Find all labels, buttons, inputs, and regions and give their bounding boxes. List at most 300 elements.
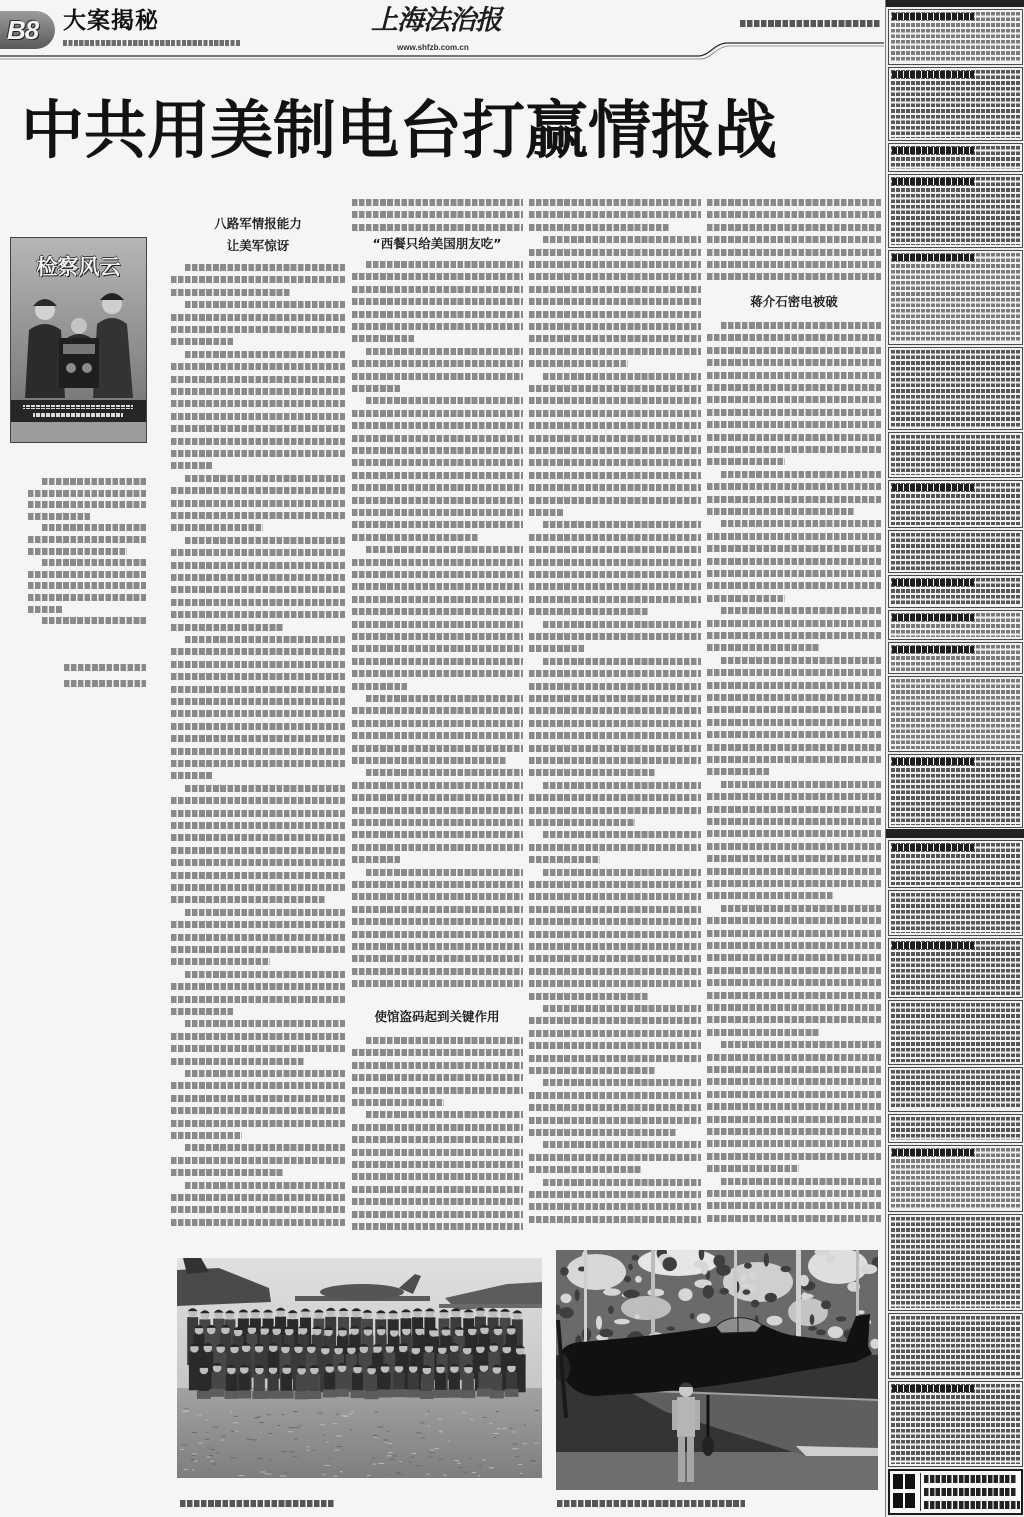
- grass-fleck: [192, 1453, 196, 1454]
- ad-text: [891, 1217, 1020, 1308]
- text-line: [352, 955, 523, 962]
- text-line: [707, 768, 770, 775]
- text-line: [352, 918, 523, 925]
- grass-fleck: [535, 1410, 539, 1411]
- text-line: [543, 658, 701, 665]
- text-line: [352, 732, 523, 739]
- legs: [365, 1391, 379, 1399]
- leaf-cluster: [561, 1294, 572, 1304]
- text-line: [721, 471, 881, 478]
- text-line: [185, 1144, 345, 1151]
- photo-ground: [177, 1388, 542, 1478]
- grass-fleck: [367, 1475, 370, 1476]
- grass-fleck: [514, 1432, 516, 1433]
- grass-fleck: [221, 1436, 226, 1437]
- legs: [490, 1390, 504, 1398]
- uniform: [198, 1374, 209, 1392]
- text-line: [529, 484, 701, 491]
- text-line: [352, 459, 523, 466]
- leaf-cluster: [719, 1288, 729, 1295]
- grass-fleck: [260, 1472, 265, 1473]
- text-line: [171, 1045, 345, 1052]
- cover-banner: [11, 400, 146, 422]
- ad-heading: [892, 71, 974, 78]
- leaf-cluster: [635, 1314, 640, 1319]
- text-line: [707, 954, 881, 961]
- text-line: [707, 199, 881, 206]
- text-line: [171, 1107, 345, 1114]
- grass-fleck: [351, 1411, 354, 1412]
- leaf-cluster: [810, 1314, 815, 1325]
- grass-fleck: [489, 1467, 495, 1468]
- text-line: [529, 1055, 701, 1062]
- grass-fleck: [469, 1458, 471, 1459]
- text-line: [352, 670, 523, 677]
- text-line: [707, 892, 834, 899]
- grass-fleck: [472, 1472, 476, 1473]
- grass-fleck: [269, 1460, 272, 1461]
- text-line: [707, 1004, 881, 1011]
- text-line: [171, 847, 345, 854]
- leaf-cluster: [713, 1255, 725, 1267]
- text-line: [721, 1178, 881, 1185]
- text-line: [185, 475, 345, 482]
- hotline-box: [888, 1469, 1023, 1515]
- grass-fleck: [378, 1463, 384, 1464]
- grass-fleck: [221, 1440, 225, 1441]
- text-line: [529, 385, 701, 392]
- leaf-cluster: [741, 1284, 752, 1288]
- text-line: [171, 884, 345, 891]
- grass-fleck: [183, 1469, 187, 1470]
- ad-text: [891, 1316, 1020, 1376]
- uniform: [408, 1373, 419, 1391]
- text-line: [171, 586, 345, 593]
- hotline-divider: [920, 1473, 921, 1511]
- text-line: [529, 311, 701, 318]
- ad-heading: [892, 484, 974, 491]
- uniform: [239, 1374, 250, 1392]
- legs: [477, 1389, 491, 1397]
- text-line: [185, 971, 345, 978]
- text-line: [171, 872, 345, 879]
- grass-fleck: [515, 1456, 520, 1457]
- text-line: [707, 719, 881, 726]
- uniform: [337, 1372, 348, 1390]
- leaf-cluster: [826, 1255, 834, 1263]
- leaf-cluster: [767, 1316, 783, 1326]
- text-line: [28, 548, 127, 555]
- grass-fleck: [428, 1411, 430, 1412]
- text-line: [352, 298, 523, 305]
- uniform: [478, 1372, 489, 1390]
- grass-fleck: [388, 1452, 393, 1453]
- text-line: [171, 735, 345, 742]
- text-line: [352, 1161, 523, 1168]
- grass-fleck: [268, 1474, 271, 1475]
- text-line: [185, 1020, 345, 1027]
- grass-fleck: [420, 1422, 425, 1423]
- text-line: [529, 720, 701, 727]
- text-line: [543, 236, 701, 243]
- grass-fleck: [323, 1435, 325, 1436]
- text-line: [707, 830, 881, 837]
- uniform: [421, 1374, 432, 1392]
- classified-ad: [888, 1313, 1023, 1379]
- grass-fleck: [260, 1432, 262, 1433]
- text-line: [707, 1153, 881, 1160]
- text-line: [529, 1166, 642, 1173]
- text-line: [529, 968, 701, 975]
- text-line: [707, 570, 881, 577]
- text-line: [529, 807, 701, 814]
- text-line: [352, 1074, 523, 1081]
- grass-fleck: [513, 1443, 518, 1444]
- grass-fleck: [462, 1412, 467, 1413]
- text-line: [529, 683, 701, 690]
- text-line: [171, 946, 345, 953]
- classified-ad: [888, 67, 1023, 141]
- text-line: [352, 410, 523, 417]
- uniform: [394, 1372, 405, 1390]
- text-line: [707, 669, 881, 676]
- grass-fleck: [388, 1443, 393, 1444]
- text-line: [529, 1154, 701, 1161]
- text-line: [171, 1157, 345, 1164]
- grass-fleck: [288, 1431, 293, 1432]
- ad-column-top-bar: [886, 0, 1024, 7]
- leaf-cluster: [744, 1263, 752, 1269]
- grass-fleck: [312, 1450, 314, 1451]
- ad-text: [891, 350, 1020, 427]
- grass-fleck: [421, 1437, 425, 1438]
- classified-ad: [888, 432, 1023, 478]
- text-line: [721, 322, 881, 329]
- text-line: [366, 261, 523, 268]
- classified-ad: [888, 938, 1023, 998]
- text-line: [366, 1037, 523, 1044]
- text-line: [352, 472, 523, 479]
- subhead-1-line-1: 八路军情报能力: [214, 217, 302, 231]
- ad-heading: [892, 147, 974, 154]
- legs: [434, 1390, 448, 1398]
- ad-heading: [892, 13, 974, 20]
- grass-fleck: [236, 1431, 239, 1432]
- grass-fleck: [512, 1448, 518, 1449]
- grass-fleck: [265, 1473, 268, 1474]
- grass-fleck: [502, 1428, 507, 1429]
- classified-ad: [888, 1067, 1023, 1112]
- subhead-1-line-2: 让美军惊讶: [226, 239, 290, 253]
- text-line: [366, 1111, 523, 1118]
- grass-fleck: [497, 1428, 501, 1429]
- text-line: [352, 633, 523, 640]
- text-line: [352, 1099, 444, 1106]
- newspaper-masthead: 上海法治报: [371, 5, 501, 36]
- text-line: [529, 794, 701, 801]
- grass-fleck: [230, 1412, 232, 1413]
- text-line: [529, 1104, 701, 1111]
- text-line: [171, 1058, 305, 1065]
- text-line: [529, 745, 701, 752]
- leaf-cluster: [836, 1316, 847, 1321]
- legs: [392, 1389, 406, 1397]
- leaf-cluster: [614, 1319, 630, 1325]
- ad-heading: [892, 579, 974, 586]
- text-line: [180, 1500, 335, 1507]
- text-line: [171, 921, 345, 928]
- text-line: [171, 1033, 345, 1040]
- leaf-cluster: [750, 1285, 756, 1293]
- ad-text: [891, 893, 1020, 933]
- grass-fleck: [217, 1453, 219, 1454]
- text-line: [543, 831, 701, 838]
- text-line: [352, 931, 523, 938]
- legs: [351, 1390, 365, 1398]
- grass-fleck: [198, 1443, 203, 1444]
- text-line: [707, 261, 881, 268]
- leaf-cluster: [703, 1285, 714, 1298]
- text-line: [707, 620, 881, 627]
- grass-fleck: [340, 1471, 343, 1472]
- text-line: [185, 909, 345, 916]
- text-line: [707, 682, 881, 689]
- grass-fleck: [231, 1431, 234, 1432]
- text-line: [352, 658, 523, 665]
- classified-ad: [888, 174, 1023, 248]
- text-line: [171, 574, 345, 581]
- text-line: [171, 723, 345, 730]
- legs: [378, 1390, 392, 1398]
- text-line: [707, 421, 881, 428]
- text-line: [707, 396, 881, 403]
- leaf-cluster: [828, 1326, 843, 1338]
- text-line: [707, 1066, 881, 1073]
- text-line: [171, 859, 345, 866]
- text-line: [352, 943, 523, 950]
- text-line: [63, 40, 241, 46]
- legs: [307, 1391, 321, 1399]
- text-line: [707, 942, 881, 949]
- text-line: [707, 917, 881, 924]
- text-line: [352, 968, 523, 975]
- text-line: [352, 571, 523, 578]
- text-line: [352, 335, 415, 342]
- text-line: [707, 483, 881, 490]
- leaf-cluster: [801, 1294, 814, 1299]
- grass-fleck: [333, 1476, 338, 1477]
- text-line: [707, 1029, 820, 1036]
- text-line: [185, 785, 345, 792]
- text-line: [721, 1041, 881, 1048]
- leaf-cluster: [603, 1288, 620, 1295]
- text-line: [185, 351, 345, 358]
- text-line: [28, 594, 146, 601]
- grass-fleck: [412, 1453, 416, 1454]
- leaf-cluster: [663, 1257, 677, 1271]
- grass-fleck: [213, 1427, 219, 1428]
- uniform: [189, 1352, 200, 1390]
- ad-text: [891, 253, 1020, 342]
- text-line: [171, 1120, 345, 1127]
- text-line: [529, 546, 701, 553]
- text-line: [171, 896, 326, 903]
- classified-ad: [888, 9, 1023, 65]
- text-line: [529, 360, 628, 367]
- text-line: [707, 793, 881, 800]
- text-line: [352, 1124, 523, 1131]
- grass-fleck: [335, 1450, 340, 1451]
- grass-fleck: [429, 1452, 435, 1453]
- leaf-cluster: [559, 1307, 573, 1318]
- ad-text: [891, 533, 1020, 570]
- text-line: [352, 224, 523, 231]
- text-line: [529, 509, 564, 516]
- text-line: [529, 645, 585, 652]
- legs: [237, 1391, 251, 1399]
- text-line: [171, 549, 345, 556]
- leaf-cluster: [647, 1289, 664, 1297]
- ad-heading: [892, 646, 974, 653]
- text-line: [352, 373, 523, 380]
- grass-fleck: [387, 1455, 392, 1456]
- text-line: [529, 410, 701, 417]
- text-line: [352, 807, 523, 814]
- text-line: [171, 388, 345, 395]
- text-line: [707, 211, 881, 218]
- text-line: [171, 624, 284, 631]
- grass-fleck: [251, 1439, 257, 1440]
- text-line: [171, 450, 345, 457]
- grass-fleck: [207, 1457, 211, 1458]
- text-line: [171, 1169, 284, 1176]
- text-line: [707, 930, 881, 937]
- classified-ad: [888, 1000, 1023, 1065]
- text-line: [529, 1117, 701, 1124]
- grass-fleck: [185, 1445, 188, 1446]
- newspaper-website: www.shfzb.com.cn: [397, 43, 469, 52]
- grass-fleck: [281, 1451, 286, 1452]
- text-line: [28, 536, 146, 543]
- text-line: [171, 934, 345, 941]
- classified-ad: [888, 642, 1023, 674]
- text-line: [352, 1149, 523, 1156]
- hotline-label: [893, 1474, 917, 1489]
- text-line: [707, 855, 881, 862]
- grass-fleck: [185, 1411, 190, 1412]
- text-line: [171, 289, 291, 296]
- text-line: [352, 1049, 523, 1056]
- article-headline: 中共用美制电台打赢情报战: [21, 94, 777, 167]
- grass-fleck: [294, 1439, 297, 1440]
- grass-fleck: [210, 1449, 216, 1450]
- text-line: [721, 657, 881, 664]
- legs: [406, 1390, 420, 1398]
- grass-fleck: [324, 1465, 330, 1466]
- text-line: [543, 1005, 701, 1012]
- text-line: [352, 273, 523, 280]
- grass-fleck: [269, 1433, 273, 1434]
- grass-fleck: [197, 1414, 202, 1415]
- header-rule: [0, 0, 884, 62]
- classified-ad: [888, 143, 1023, 172]
- text-line: [529, 571, 701, 578]
- text-line: [352, 286, 523, 293]
- grass-fleck: [254, 1417, 259, 1418]
- grass-fleck: [374, 1437, 377, 1438]
- text-line: [171, 487, 345, 494]
- text-line: [707, 1140, 881, 1147]
- text-line: [352, 1223, 523, 1230]
- grass-fleck: [207, 1447, 210, 1448]
- classified-ad: [888, 347, 1023, 430]
- grass-fleck: [307, 1450, 309, 1451]
- leaf-cluster: [751, 1300, 760, 1308]
- text-line: [707, 1103, 881, 1110]
- grass-fleck: [375, 1412, 378, 1413]
- photo-group-portrait: [177, 1258, 542, 1478]
- text-line: [529, 472, 701, 479]
- grass-fleck: [425, 1414, 428, 1415]
- grass-fleck: [438, 1459, 443, 1460]
- text-line: [529, 757, 701, 764]
- text-line: [352, 782, 523, 789]
- classified-ad: [888, 530, 1023, 573]
- text-line: [171, 338, 234, 345]
- grass-fleck: [518, 1464, 522, 1465]
- text-line: [352, 1198, 523, 1205]
- text-line: [707, 979, 881, 986]
- text-line: [171, 599, 345, 606]
- text-line: [707, 1091, 881, 1098]
- text-line: [707, 1078, 881, 1085]
- text-line: [707, 1128, 881, 1135]
- grass-fleck: [299, 1425, 301, 1426]
- text-line: [366, 769, 523, 776]
- text-line: [171, 1008, 234, 1015]
- cover-radio-set: [59, 338, 99, 388]
- cover-banner-text: [33, 413, 123, 417]
- grass-fleck: [211, 1464, 216, 1465]
- text-line: [171, 648, 345, 655]
- grass-fleck: [470, 1419, 474, 1420]
- text-line: [366, 348, 523, 355]
- grass-fleck: [206, 1432, 208, 1433]
- text-line: [707, 806, 881, 813]
- uniform: [463, 1373, 474, 1391]
- leaf-cluster: [821, 1300, 831, 1309]
- grass-fleck: [457, 1463, 461, 1464]
- text-line: [707, 595, 785, 602]
- text-line: [171, 710, 345, 717]
- grass-fleck: [519, 1475, 522, 1476]
- grass-fleck: [289, 1427, 294, 1428]
- grass-fleck: [443, 1475, 446, 1476]
- grass-fleck: [192, 1469, 194, 1470]
- leaf-cluster: [678, 1288, 692, 1301]
- text-line: [543, 1179, 701, 1186]
- ad-heading: [892, 254, 974, 261]
- text-line: [352, 980, 523, 987]
- text-line: [529, 422, 701, 429]
- text-line: [366, 546, 523, 553]
- grass-fleck: [284, 1472, 287, 1473]
- grass-fleck: [387, 1431, 389, 1432]
- text-line: [352, 1186, 523, 1193]
- ad-text: [891, 435, 1020, 475]
- text-line: [352, 447, 523, 454]
- grass-fleck: [462, 1472, 468, 1473]
